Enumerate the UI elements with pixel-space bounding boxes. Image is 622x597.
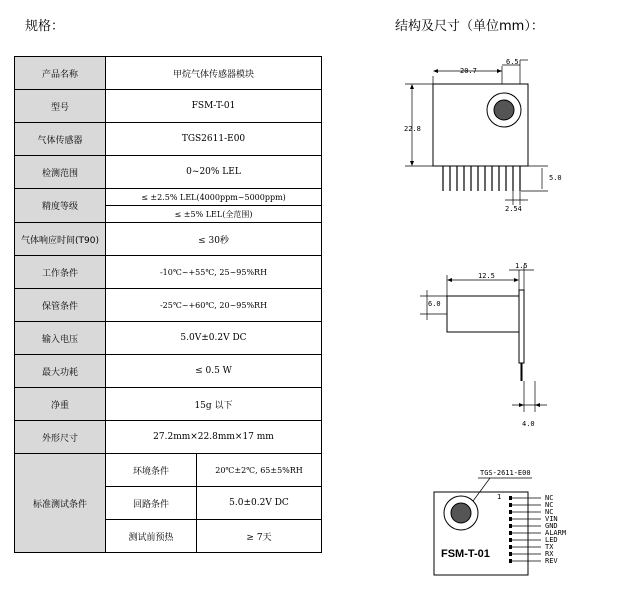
pin-labels [545, 494, 566, 565]
row-value: 27.2mm×22.8mm×17 mm [106, 421, 322, 454]
structure-heading: 结构及尺寸（单位mm）： [395, 19, 544, 34]
row-value: 甲烷气体传感器模块 [106, 57, 322, 90]
test-item-value: 5.0±0.2V DC [197, 487, 322, 520]
row-label: 保管条件 [15, 289, 106, 322]
row-value: ≤ 0.5 W [106, 355, 322, 388]
row-label: 检测范围 [15, 156, 106, 189]
pin-label: VIN [545, 515, 558, 523]
row-label: 工作条件 [15, 256, 106, 289]
pin-label: REV [545, 557, 558, 565]
row-label: 最大功耗 [15, 355, 106, 388]
module-front-outline [434, 492, 528, 575]
pin1-marker: 1 [497, 493, 502, 501]
pinout-drawing [434, 469, 566, 575]
pin-label: NC [545, 494, 554, 502]
side-view-drawing [420, 262, 547, 428]
dim-board-thickness: 1.5 [515, 262, 528, 270]
test-item-name: 环境条件 [106, 454, 197, 487]
test-conditions-label: 标准测试条件 [15, 454, 106, 553]
top-view-drawing [404, 58, 562, 213]
test-item-value: ≥ 7天 [197, 520, 322, 553]
dim-pin-offset: 4.0 [522, 420, 535, 428]
row-label: 气体响应时间(T90) [15, 223, 106, 256]
row-value: ≤ ±5% LEL(全范围) [106, 206, 322, 223]
row-label: 输入电压 [15, 322, 106, 355]
row-value: TGS2611-E00 [106, 123, 322, 156]
sensor-cap [494, 100, 514, 120]
test-item-name: 测试前预热 [106, 520, 197, 553]
sensor-callout-label: TGS-2611-E00 [480, 469, 531, 477]
pcb-board-side [519, 290, 524, 363]
sensor-front-cap [451, 503, 471, 523]
dim-height: 22.8 [404, 125, 421, 133]
dim-pin-length: 5.0 [549, 174, 562, 182]
sensor-side-body [447, 296, 519, 332]
pin-label: NC [545, 508, 554, 516]
dim-pitch: 2.54 [505, 205, 522, 213]
pin-row [443, 166, 520, 191]
test-item-name: 回路条件 [106, 487, 197, 520]
row-value: 5.0V±0.2V DC [106, 322, 322, 355]
pin-label: ALARM [545, 529, 567, 537]
row-label: 精度等级 [15, 189, 106, 223]
row-label: 外形尺寸 [15, 421, 106, 454]
row-value: FSM-T-01 [106, 90, 322, 123]
pin-label: LED [545, 536, 558, 544]
module-model-label: FSM-T-01 [441, 548, 490, 560]
row-label: 型号 [15, 90, 106, 123]
spec-heading: 规格： [25, 19, 65, 34]
row-value: ≤ 30秒 [106, 223, 322, 256]
dim-sensor-length: 12.5 [478, 272, 495, 280]
pin-label: TX [545, 543, 554, 551]
pin-label: NC [545, 501, 554, 509]
pin-label: GND [545, 522, 558, 530]
row-label: 气体传感器 [15, 123, 106, 156]
row-value: -25℃~+60℃, 20~95%RH [106, 289, 322, 322]
row-label: 净重 [15, 388, 106, 421]
row-value: 15g 以下 [106, 388, 322, 421]
row-value: -10℃~+55℃, 25~95%RH [106, 256, 322, 289]
row-label: 产品名称 [15, 57, 106, 90]
row-value: 0~20% LEL [106, 156, 322, 189]
row-value: ≤ ±2.5% LEL(4000ppm~5000ppm) [106, 189, 322, 206]
test-item-value: 20℃±2℃, 65±5%RH [197, 454, 322, 487]
dim-offset: 6.5 [506, 58, 519, 66]
pin-label: RX [545, 550, 554, 558]
dim-width: 20.7 [460, 67, 477, 75]
dim-sensor-diameter: 6.0 [428, 300, 441, 308]
